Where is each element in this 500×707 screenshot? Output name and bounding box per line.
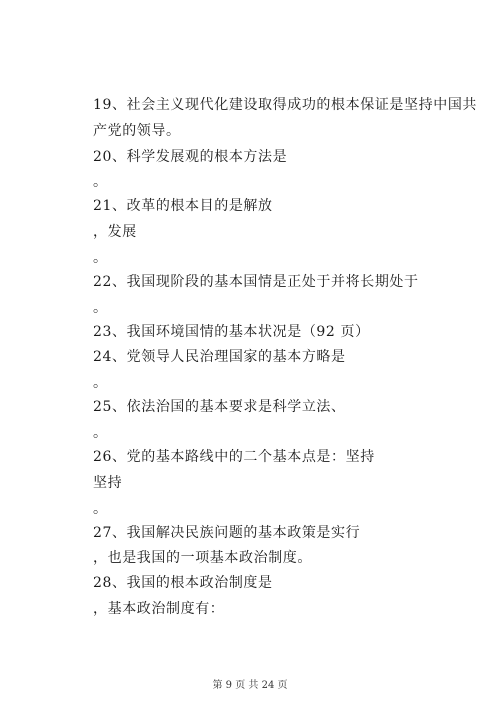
text-line: 21、改革的根本目的是解放 xyxy=(93,198,273,214)
page-footer: 第 9 页 共 24 页 xyxy=(212,680,288,691)
text-line: 。 xyxy=(93,300,108,316)
text-line: 28、我国的根本政治制度是 xyxy=(93,575,273,591)
text-line: 产党的领导。 xyxy=(93,123,181,139)
text-line: 。 xyxy=(93,174,108,190)
text-line: 。 xyxy=(93,425,108,441)
text-line: 。 xyxy=(93,250,108,266)
text-line: ，基本政治制度有： xyxy=(93,601,225,617)
text-line: 23、我国环境国情的基本状况是（92 页） xyxy=(93,324,370,340)
text-line: ，也是我国的一项基本政治制度。 xyxy=(93,550,312,566)
text-line: 27、我国解决民族问题的基本政策是实行 xyxy=(93,525,361,541)
text-line: 22、我国现阶段的基本国情是正处于并将长期处于 xyxy=(93,274,419,290)
text-line: 26、党的基本路线中的二个基本点是：坚持 xyxy=(93,449,375,465)
text-line: 25、依法治国的基本要求是科学立法、 xyxy=(93,399,346,415)
text-line: 。 xyxy=(93,375,108,391)
text-line: ，发展 xyxy=(93,224,137,240)
text-line: 19、社会主义现代化建设取得成功的根本保证是坚持中国共 xyxy=(93,97,478,113)
text-line: 坚持 xyxy=(93,475,123,491)
text-line: 20、科学发展观的根本方法是 xyxy=(93,149,288,165)
text-line: 。 xyxy=(93,501,108,517)
text-line: 24、党领导人民治理国家的基本方略是 xyxy=(93,349,346,365)
